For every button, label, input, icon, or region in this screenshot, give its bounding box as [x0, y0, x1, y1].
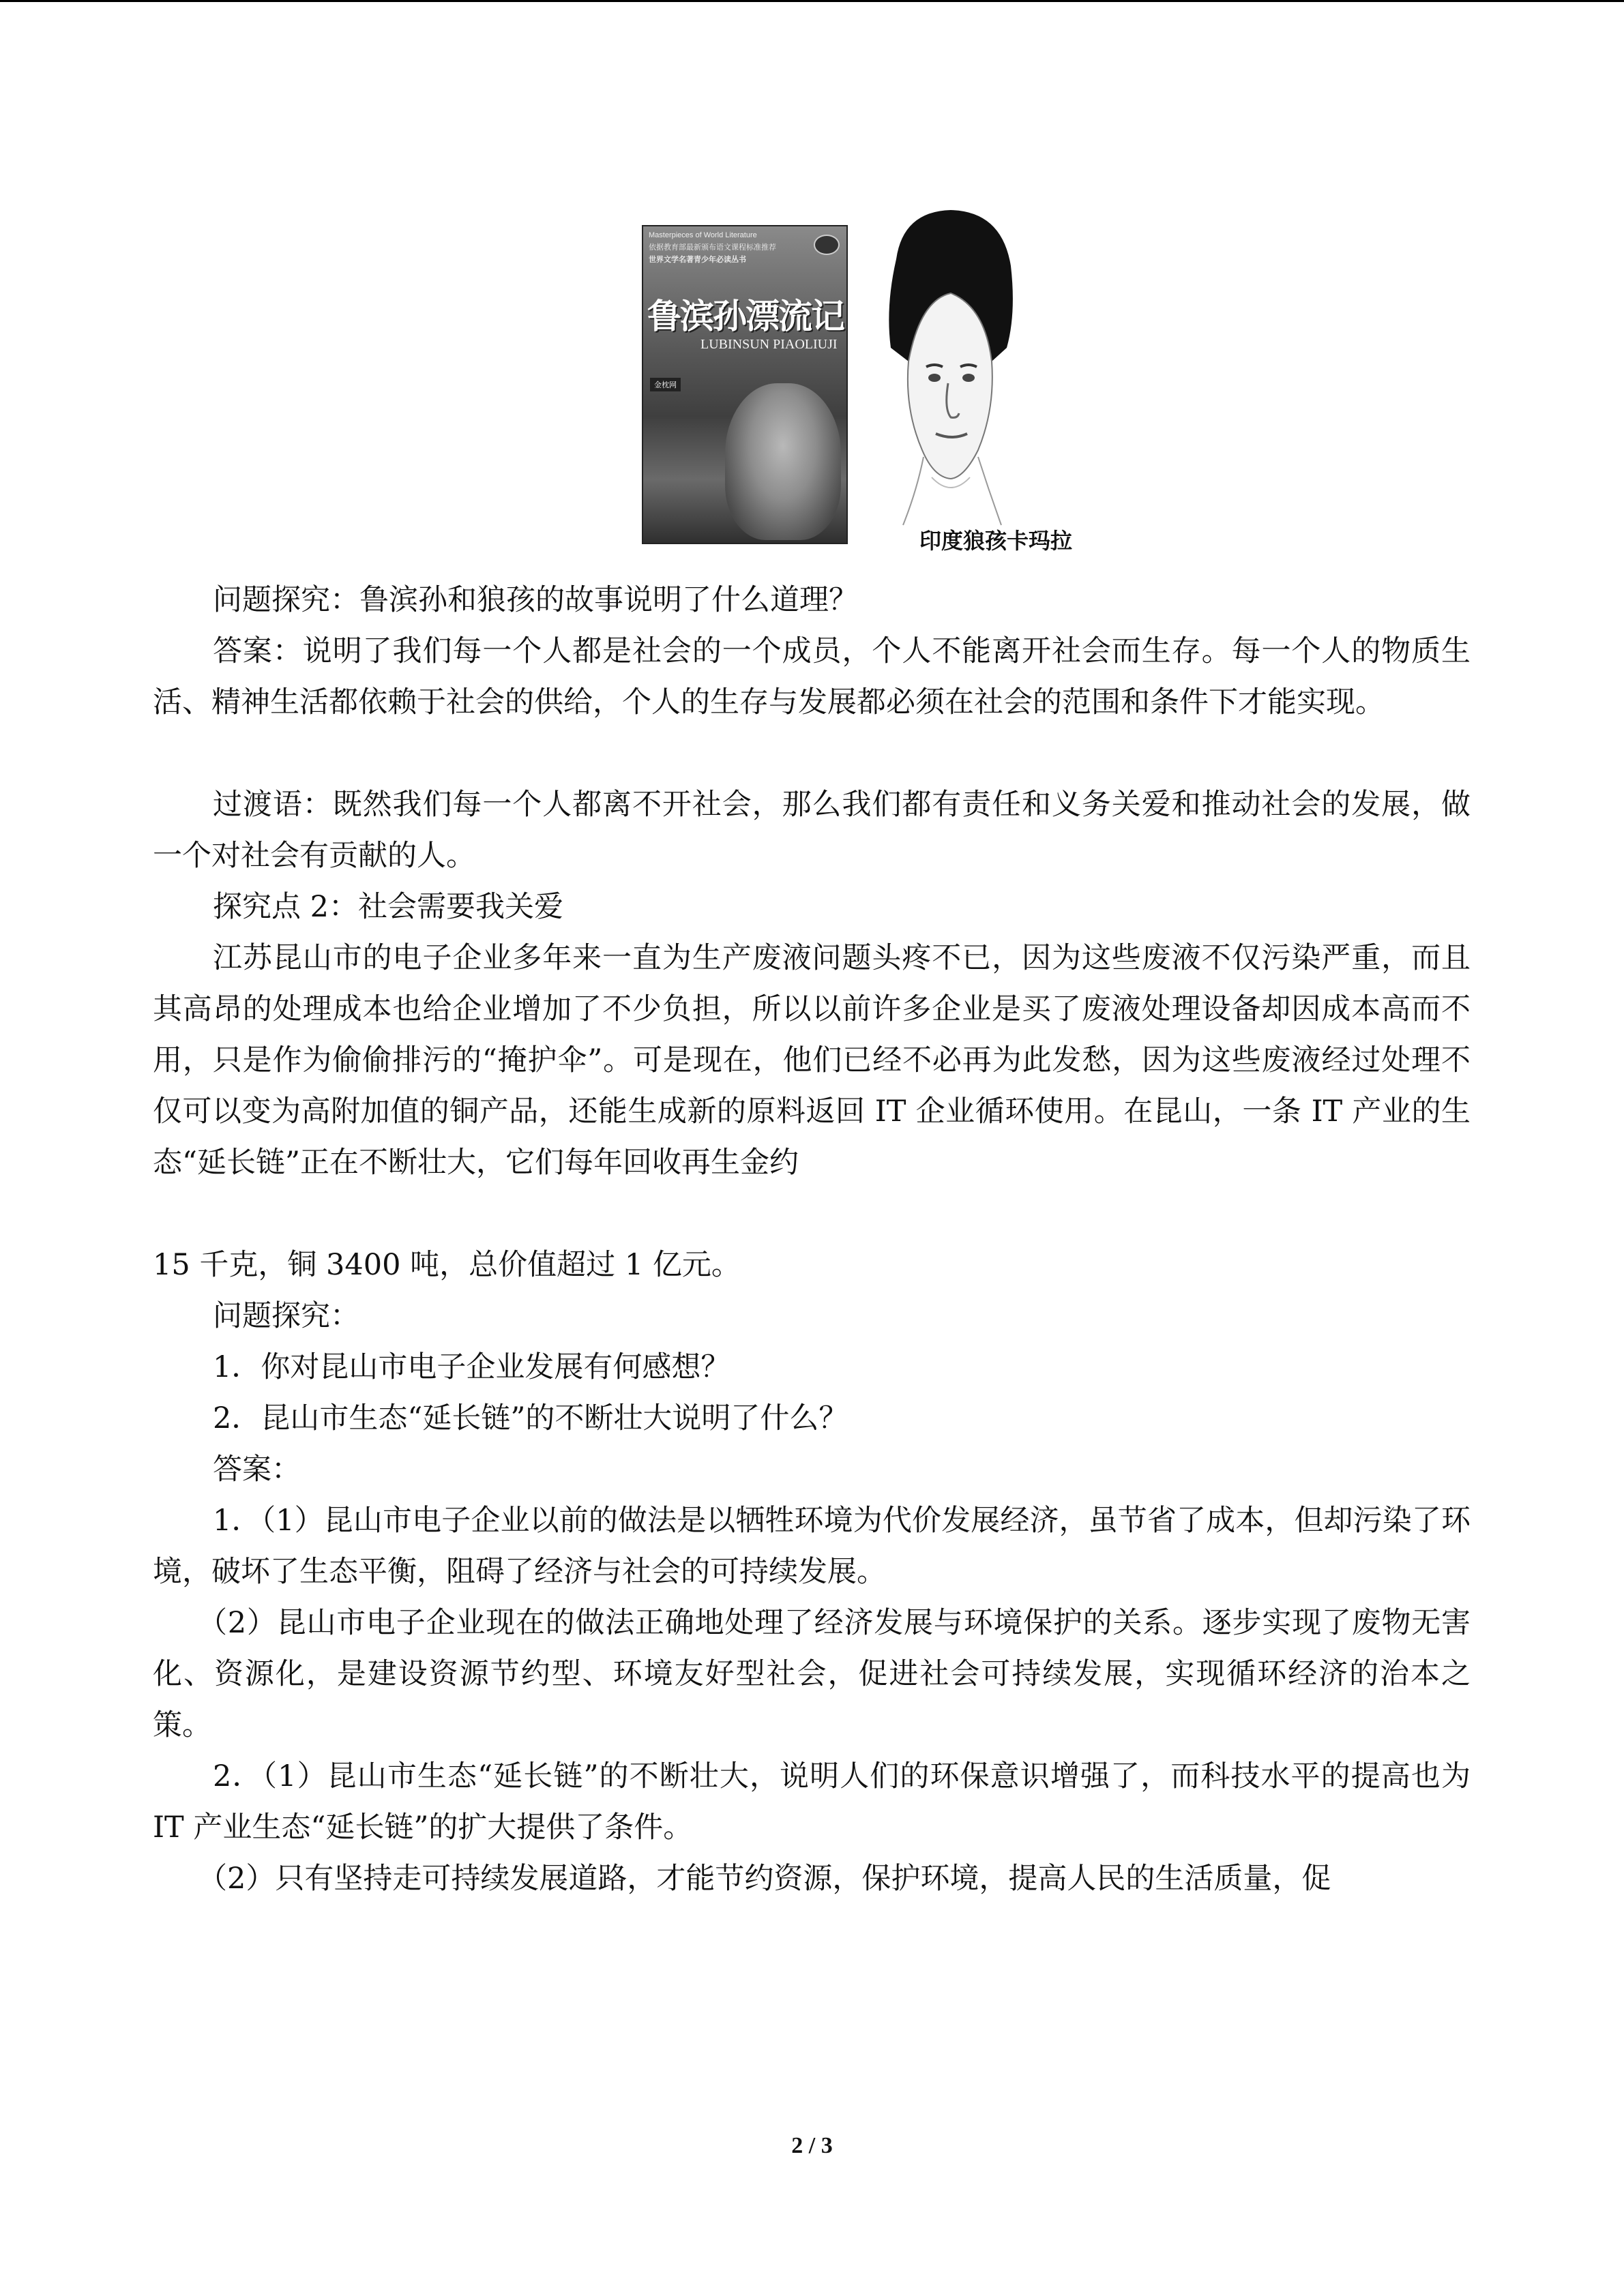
paragraph-answer-2-item-1-1: 1．（1）昆山市电子企业以前的做法是以牺牲环境为代价发展经济，虽节省了成本，但却污染了环境，破坏了生态平衡，阻碍了经济与社会的可持续发展。 — [153, 1504, 1471, 1589]
book-pinyin-title: LUBINSUN PIAOLIUJI — [700, 337, 838, 352]
top-border-line — [0, 0, 1624, 2]
figure-caption: 印度狼孩卡玛拉 — [919, 528, 1073, 554]
paragraph-answer-2-heading: 答案： — [213, 1452, 301, 1487]
paragraph-question-2-heading: 问题探究： — [213, 1299, 359, 1333]
paragraph-answer-1: 答案：说明了我们每一个人都是社会的一个成员，个人不能离开社会而生存。每一个人的物质生活、精神生活都依赖于社会的供给，个人的生存与发展都必须在社会的范围和条件下才能实现。 — [153, 634, 1471, 719]
paragraph-kunshan-case: 江苏昆山市的电子企业多年来一直为生产废液问题头疼不已，因为这些废液不仅污染严重，而且其高昂的处理成本也给企业增加了不少负担，所以以前许多企业是买了废液处理设备却因成本高而不用，只是作为偷偷排污的“掩护伞”。可是现在，他们已经不必再为此发愁，因为这些废液经过处理不仅可以变为高附加值的铜产品，还能生成新的原料返回 IT 企业循环使用。在昆山，一条 IT 产业的生态“延长链”正在不断壮大，它们每年回收再生金约 — [153, 941, 1471, 1180]
page-number: 2 / 3 — [791, 2133, 833, 2158]
paragraph-answer-2-item-2-2: （2）只有坚持走可持续发展道路，才能节约资源，保护环境，提高人民的生活质量，促 — [198, 1862, 1331, 1896]
book-series-chinese: 世界文学名著青少年必读丛书 — [649, 256, 746, 264]
paragraph-kunshan-case-end: 15 千克，铜 3400 吨，总价值超过 1 亿元。 — [153, 1248, 741, 1282]
paragraph-section-heading: 探究点 2：社会需要我关爱 — [213, 890, 564, 924]
robinson-crusoe-book-cover-image — [642, 225, 848, 544]
paragraph-question-2-item-1: 1．你对昆山市电子企业发展有何感想？ — [213, 1350, 730, 1384]
book-badge-icon — [814, 235, 840, 255]
book-series-line: 依据教育部最新颁布语文课程标准推荐 — [649, 243, 776, 252]
wolf-girl-kamala-sketch-image — [855, 205, 1039, 532]
book-brand: 金枕网 — [650, 378, 681, 391]
book-series-english: Masterpieces of World Literature — [649, 231, 757, 239]
book-cover-portrait — [725, 383, 841, 540]
paragraph-transition: 过渡语：既然我们每一个人都离不开社会，那么我们都有责任和义务关爱和推动社会的发展，做一个对社会有贡献的人。 — [153, 788, 1471, 873]
paragraph-answer-2-item-2-1: 2．（1）昆山市生态“延长链”的不断壮大，说明人们的环保意识增强了，而科技水平的提高也为 IT 产业生态“延长链”的扩大提供了条件。 — [153, 1759, 1471, 1845]
paragraph-answer-2-item-1-2: （2）昆山市电子企业现在的做法正确地处理了经济发展与环境保护的关系。逐步实现了废物无害化、资源化，是建设资源节约型、环境友好型社会，促进社会可持续发展，实现循环经济的治本之策。 — [153, 1606, 1471, 1742]
paragraph-question-1: 问题探究：鲁滨孙和狼孩的故事说明了什么道理？ — [213, 583, 858, 617]
book-title: 鲁滨孙漂流记 — [647, 297, 844, 336]
paragraph-question-2-item-2: 2．昆山市生态“延长链”的不断壮大说明了什么？ — [213, 1401, 848, 1435]
